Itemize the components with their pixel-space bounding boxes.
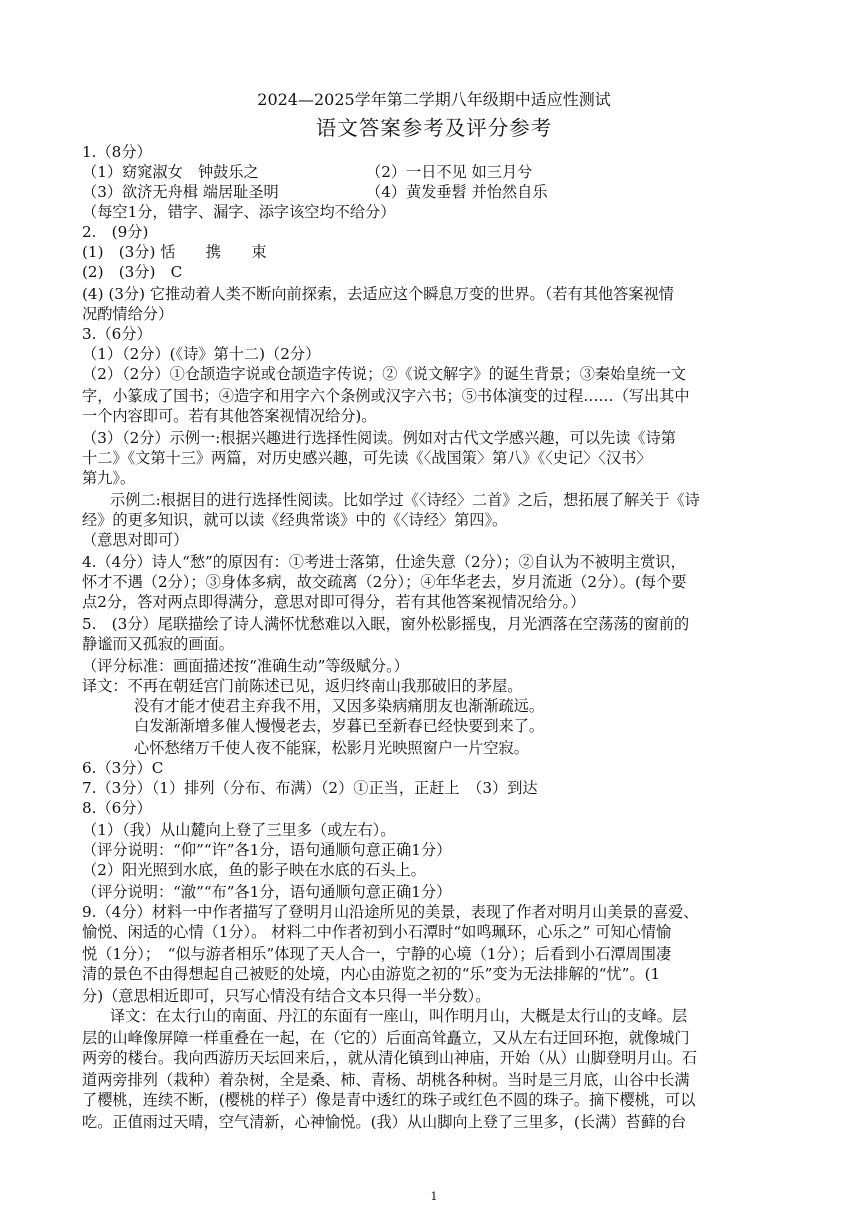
q2-answer-2: (2) (3分) C bbox=[82, 263, 183, 281]
q8-heading: 8.（6分） bbox=[82, 799, 152, 817]
q1-scoring-note: （每空1分，错字、漏字、添字该空均不给分） bbox=[82, 203, 396, 221]
q2-heading: 2. (9分) bbox=[82, 223, 149, 241]
q3-example-2: 示例二:根据目的进行选择性阅读。比如学过《〈诗经〉二首》之后，想拓展了解关于《诗 bbox=[110, 491, 700, 509]
q2-answer-1: (1) (3分) 恬 携 束 bbox=[82, 243, 267, 261]
q5-translation: 译文：不再在朝廷宫门前陈述已见，返归终南山我那破旧的茅屋。 bbox=[82, 677, 523, 695]
q5-translation-line: 没有才能才使君主弃我不用，又因多染病痛朋友也渐渐疏远。 bbox=[134, 697, 545, 715]
q3-heading: 3.（6分） bbox=[82, 325, 152, 343]
q2-answer-4-cont: 况酌情给分） bbox=[82, 305, 174, 323]
q3-example-2-cont: 经》的更多知识，就可以读《经典常谈》中的《〈诗经〉第四》。 bbox=[82, 511, 508, 529]
q1-answer-2: （2）一日不见 如三月兮 bbox=[366, 163, 533, 181]
q9-translation-cont: 两旁的楼台。我向西游历天坛回来后，，就从清化镇到山神庙，开始（从）山脚登明月山。石 bbox=[82, 1049, 698, 1067]
q1-answer-1: （1）窈窕淑女 钟鼓乐之 bbox=[82, 163, 259, 181]
q9-answer-cont: 分)（意思相近即可，只写心情没有结合文本只得一半分数）。 bbox=[82, 987, 491, 1005]
q4-answer-cont: 点2分，答对两点即得满分，意思对即可得分，若有其他答案视情况给分。） bbox=[82, 593, 586, 611]
q3-answer-1: （1）（2分）(《诗》第十二)（2分） bbox=[82, 345, 321, 363]
exam-title: 2024—2025学年第二学期八年级期中适应性测试 bbox=[257, 90, 611, 109]
q3-answer-3-cont: 十二》《文第十三》两篇，对历史感兴趣，可先读《〈战国策〉第八》《〈史记〉〈汉书〉 bbox=[82, 449, 652, 467]
q7-answer: 7.（3分）（1）排列（分布、布满）（2）①正当，正赶上 （3）到达 bbox=[82, 779, 538, 797]
q9-translation-cont: 层的山峰像屏障一样重叠在一起，在（它的）后面高耸矗立，又从左右迂回环抱，就像城门 bbox=[82, 1029, 690, 1047]
q3-scoring-note: （意思对即可） bbox=[82, 531, 189, 549]
q8-scoring-note-1: （评分说明：“仰”“许”各1分，语句通顺句意正确1分） bbox=[82, 841, 452, 859]
q9-translation-cont: 道两旁排列（栽种）着杂树，全是桑、柿、青杨、胡桃各种树。当时是三月底，山谷中长满 bbox=[82, 1071, 690, 1089]
q9-translation: 译文：在太行山的南面、丹江的东面有一座山，叫作明月山，大概是太行山的支峰。层 bbox=[110, 1007, 688, 1025]
q3-answer-2: （2）（2分）①仓颉造字说或仓颉造字传说；②《说文解字》的诞生背景；③秦始皇统一文 bbox=[82, 365, 687, 383]
q9-translation-cont: 吃。正值雨过天晴，空气清新，心神愉悦。(我）从山脚向上登了三里多，(长满）苔藓的台 bbox=[82, 1113, 687, 1131]
q3-answer-2-cont: 一个内容即可。若有其他答案视情况给分)。 bbox=[82, 407, 377, 425]
q9-answer-cont: 悦（1分）； “似与游者相乐”体现了天人合一，宁静的心境（1分）；后看到小石潭周围凄 bbox=[82, 945, 672, 963]
q9-answer: 9.（4分）材料一中作者描写了登明月山沿途所见的美景，表现了作者对明月山美景的喜爱、 bbox=[82, 903, 699, 921]
q8-answer-1: （1）（我）从山麓向上登了三里多（或左右）。 bbox=[82, 821, 396, 839]
q3-answer-3-cont: 第九》。 bbox=[82, 469, 136, 487]
q3-answer-3: （3）（2分）示例一:根据兴趣进行选择性阅读。例如对古代文学感兴趣，可以先读《诗第 bbox=[82, 429, 676, 447]
q9-answer-cont: 愉悦、闲适的心情（1分）。 材料二中作者初到小石潭时“如鸣珮环，心乐之” 可知心情愉 bbox=[82, 923, 672, 941]
q9-answer-cont: 清的景色不由得想起自己被贬的处境，内心由游览之初的“乐”变为无法排解的“忧”。(1 bbox=[82, 965, 661, 983]
q5-scoring-note: （评分标准：画面描述按“准确生动”等级赋分。） bbox=[82, 657, 409, 675]
q5-answer-cont: 静谧而又孤寂的画面。 bbox=[82, 635, 234, 653]
q8-answer-2: （2）阳光照到水底，鱼的影子映在水底的石头上。 bbox=[82, 861, 426, 879]
q1-answer-4: （4）黄发垂髫 并怡然自乐 bbox=[366, 183, 548, 201]
q1-heading: 1.（8分） bbox=[82, 143, 152, 161]
q5-translation-line: 白发渐渐增多催人慢慢老去，岁暮已至新春已经快要到来了。 bbox=[134, 717, 545, 735]
q6-answer: 6.（3分）C bbox=[82, 759, 164, 777]
document-title: 语文答案参考及评分参考 bbox=[315, 116, 553, 140]
q9-translation-cont: 了樱桃，连续不断，(樱桃的样子）像是青中透红的珠子或红色不圆的珠子。摘下樱桃，可以 bbox=[82, 1091, 696, 1109]
q2-answer-4: (4) (3分) 它推动着人类不断向前探索，去适应这个瞬息万变的世界。（若有其他答案视情 bbox=[82, 285, 674, 303]
q8-scoring-note-2: （评分说明：“澈”“布”各1分，语句通顺句意正确1分） bbox=[82, 883, 452, 901]
q4-answer: 4.（4分）诗人“愁”的原因有：①考进士落第，仕途失意（2分）；②自认为不被明主赏识， bbox=[82, 553, 686, 571]
q1-answer-3: （3）欲济无舟楫 端居耻圣明 bbox=[82, 183, 279, 201]
q5-translation-line: 心怀愁绪万千使人夜不能寐，松影月光映照窗户一片空寂。 bbox=[134, 739, 529, 757]
page-number: 1 bbox=[430, 1190, 438, 1203]
q5-answer: 5. (3分）尾联描绘了诗人满怀忧愁难以入眠，窗外松影摇曳，月光洒落在空荡荡的窗前的 bbox=[82, 615, 690, 633]
q3-answer-2-cont: 字，小篆成了国书；④造字和用字六个条例或汉字六书；⑤书体演变的过程……（写出其中 bbox=[82, 387, 690, 405]
q4-answer-cont: 怀才不遇（2分）；③身体多病，故交疏离（2分）；④年华老去，岁月流逝（2分）。(每个要 bbox=[82, 573, 687, 591]
